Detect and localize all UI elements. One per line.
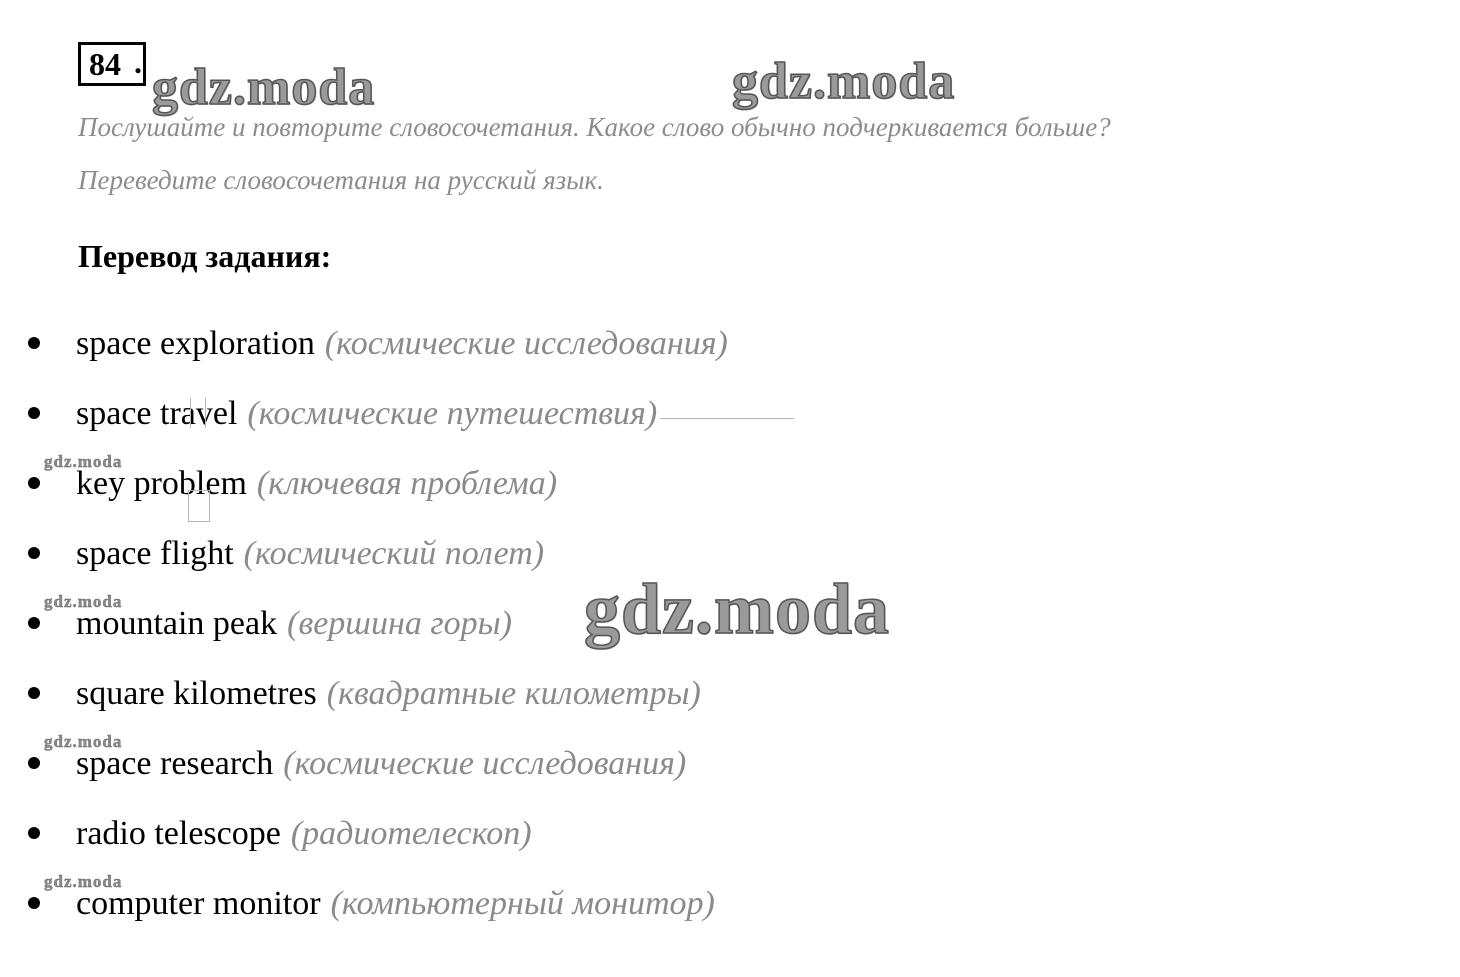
russian-translation: (космические исследования)	[283, 745, 687, 782]
bullet-icon	[28, 687, 40, 699]
scribble-mark	[190, 398, 191, 428]
russian-translation: (вершина горы)	[287, 605, 512, 642]
english-phrase: space exploration	[76, 325, 315, 362]
russian-translation: (космический полет)	[243, 535, 545, 572]
instruction-line-2: Переведите словосочетания на русский язык.	[78, 165, 604, 195]
english-phrase: square kilometres	[76, 675, 317, 712]
russian-translation: (космические исследования)	[324, 325, 728, 362]
russian-translation: (космические путешествия)	[247, 395, 658, 432]
bullet-icon	[28, 477, 40, 489]
english-phrase: mountain peak	[76, 605, 278, 642]
task-number-text: 84	[89, 46, 121, 82]
instruction-line-1: Послушайте и повторите словосочетания. Какое слово обычно подчеркивается больше?	[78, 112, 1111, 142]
scribble-mark	[188, 490, 210, 522]
list-item	[28, 812, 532, 856]
list-item	[28, 532, 544, 576]
english-phrase: radio telescope	[76, 815, 281, 852]
bullet-icon	[28, 337, 40, 349]
english-phrase: space research	[76, 745, 274, 782]
watermark-small: gdz.moda	[44, 732, 123, 751]
watermark-small: gdz.moda	[44, 872, 123, 891]
russian-translation: (радиотелескоп)	[290, 815, 532, 852]
list-item	[28, 392, 657, 436]
english-phrase: key problem	[76, 465, 247, 502]
watermark-small: gdz.moda	[44, 592, 123, 611]
russian-translation: (квадратные километры)	[326, 675, 701, 712]
watermark-logo: gdz.moda	[152, 59, 376, 116]
translation-heading: Перевод задания:	[78, 238, 332, 274]
bullet-icon	[28, 547, 40, 559]
list-item	[28, 742, 686, 786]
scribble-mark	[205, 398, 206, 428]
russian-translation: (компьютерный монитор)	[330, 885, 715, 922]
english-phrase: computer monitor	[76, 885, 321, 922]
list-item	[28, 322, 728, 366]
watermark-small: gdz.moda	[44, 452, 123, 471]
bullet-icon	[28, 617, 40, 629]
english-phrase: space flight	[76, 535, 234, 572]
bullet-icon	[28, 407, 40, 419]
english-phrase: space travel	[76, 395, 238, 432]
list-item	[28, 882, 715, 926]
task-number-dot: .	[134, 44, 142, 80]
scribble-mark	[660, 418, 794, 419]
bullet-icon	[28, 757, 40, 769]
watermark-logo: gdz.moda	[732, 53, 956, 110]
bullet-icon	[28, 897, 40, 909]
russian-translation: (ключевая проблема)	[256, 465, 558, 502]
list-item	[28, 672, 701, 716]
watermark-logo: gdz.moda	[584, 569, 891, 649]
bullet-icon	[28, 827, 40, 839]
